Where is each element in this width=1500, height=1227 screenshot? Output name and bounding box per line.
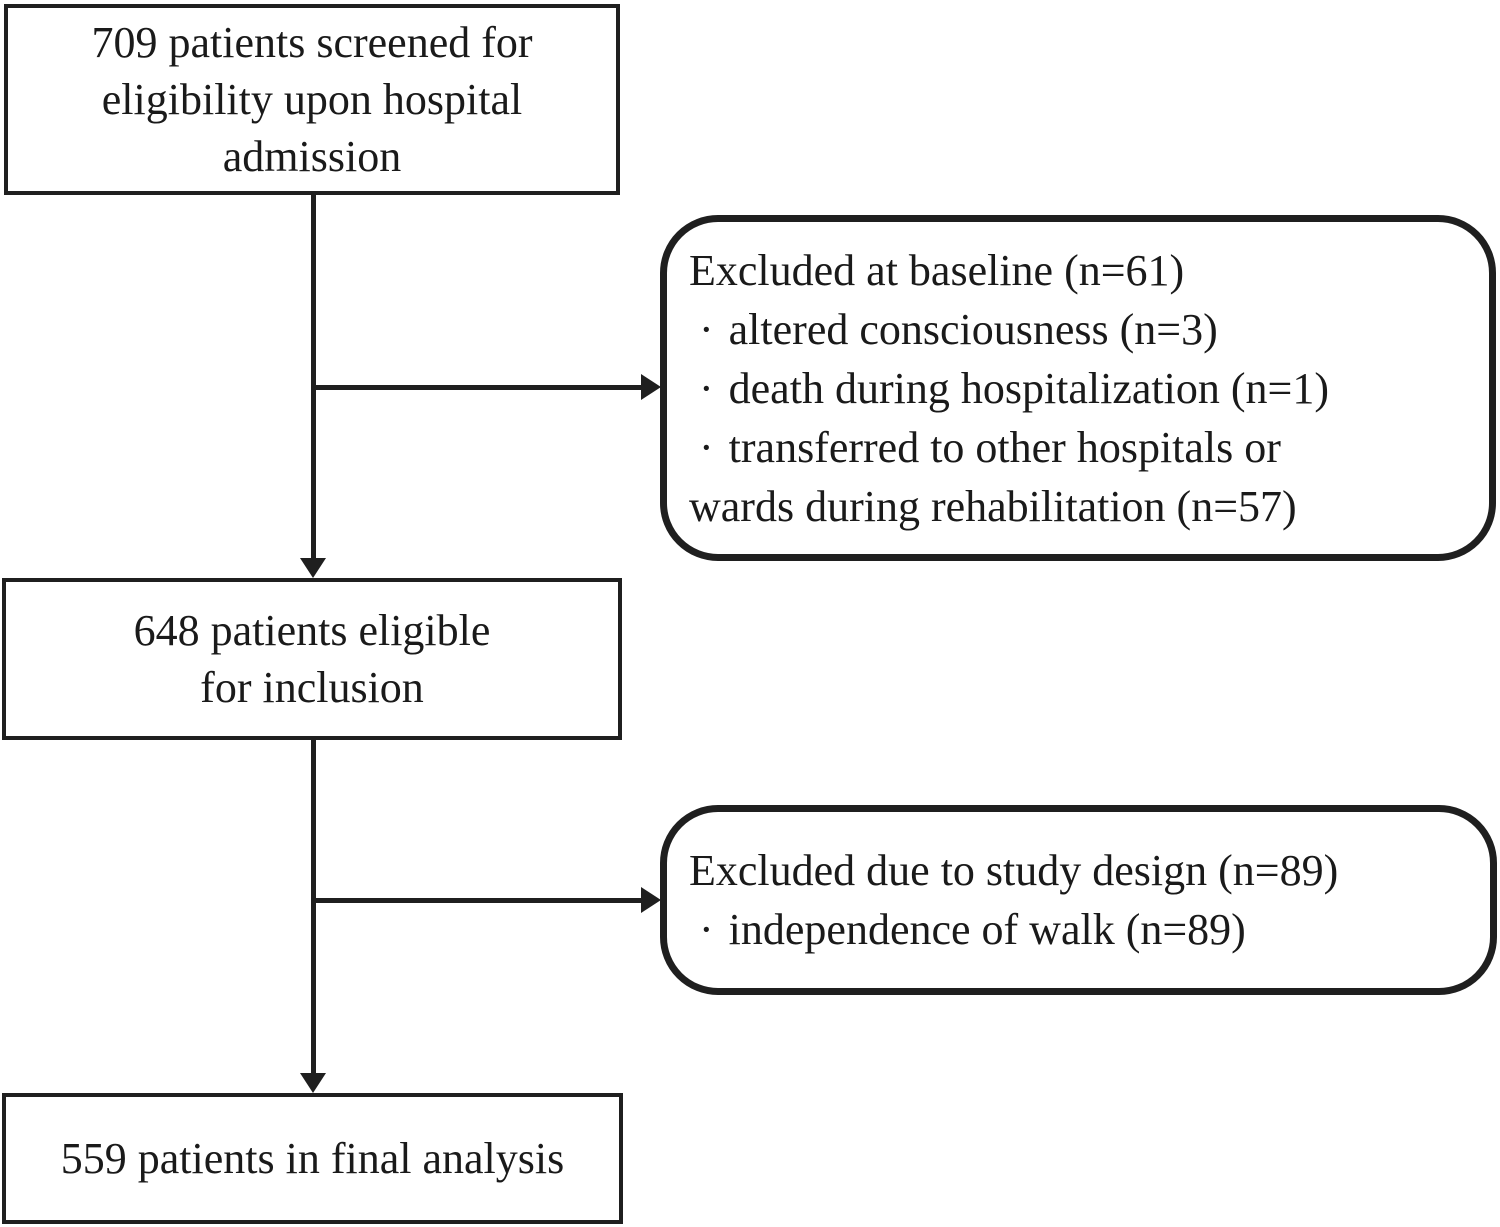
node-screened-line: 709 patients screened for [91, 18, 533, 67]
excluded-baseline-item-wrap: wards during rehabilitation (n=57) [689, 481, 1297, 531]
connector-branch-excluded-design [313, 898, 642, 903]
excluded-baseline-item-text: death during hospitalization (n=1) [728, 363, 1329, 413]
node-final-analysis [2, 1093, 623, 1224]
bullet-icon: · [699, 422, 714, 472]
excluded-design-item-text: independence of walk (n=89) [728, 905, 1246, 954]
node-eligible [2, 578, 622, 740]
node-excluded-design [660, 805, 1497, 995]
node-eligible-line: for inclusion [200, 663, 424, 712]
bullet-icon: · [699, 905, 714, 954]
node-screened [4, 4, 620, 195]
arrowhead-right-icon [641, 887, 661, 913]
node-excluded-baseline [660, 215, 1496, 561]
excluded-design-title: Excluded due to study design (n=89) [689, 846, 1339, 895]
bullet-icon: · [699, 363, 714, 413]
node-eligible-line: 648 patients eligible [133, 606, 491, 655]
excluded-baseline-item [689, 359, 1479, 418]
excluded-baseline-title: Excluded at baseline (n=61) [689, 245, 1185, 295]
node-final-line: 559 patients in final analysis [60, 1134, 565, 1183]
node-screened-line: admission [222, 132, 402, 181]
arrowhead-down-icon [300, 1073, 326, 1093]
excluded-baseline-item-text: transferred to other hospitals or [728, 422, 1281, 472]
connector-screened-to-eligible [311, 195, 316, 560]
node-screened-line: eligibility upon hospital [101, 75, 523, 124]
excluded-baseline-item-text: altered consciousness (n=3) [728, 304, 1218, 354]
connector-branch-excluded-baseline [313, 385, 642, 390]
arrowhead-down-icon [300, 558, 326, 578]
bullet-icon: · [699, 304, 714, 354]
excluded-baseline-item [689, 300, 1479, 359]
arrowhead-right-icon [641, 374, 661, 400]
excluded-design-item [689, 900, 1480, 959]
excluded-baseline-item [689, 418, 1479, 477]
connector-eligible-to-final [311, 740, 316, 1075]
